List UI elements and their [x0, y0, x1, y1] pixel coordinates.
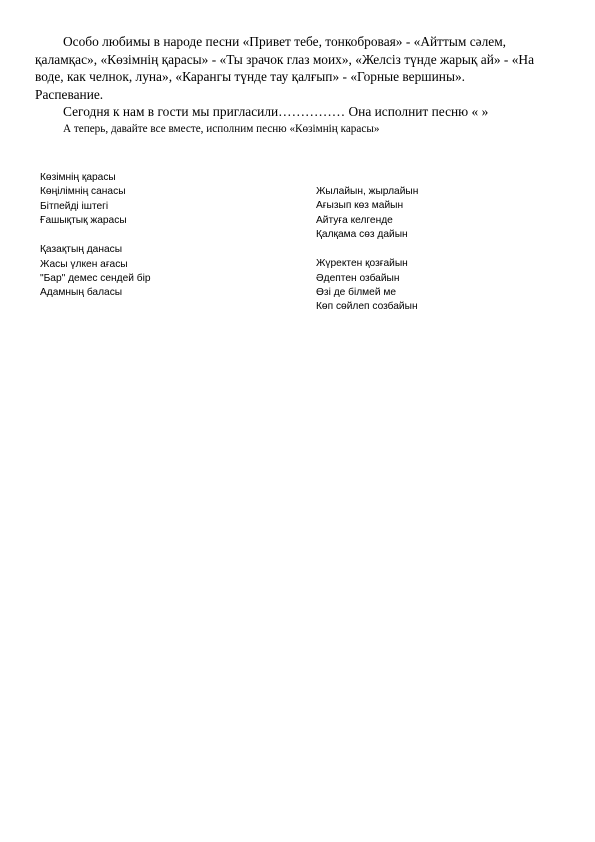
lyric-line: Жылайын, жырлайын: [316, 186, 419, 197]
stanza-gap: [40, 229, 151, 244]
intro-paragraph-warmup: Распевание.: [35, 86, 104, 102]
lyric-line: "Бар" демес сендей бір: [40, 273, 151, 285]
lyric-line: Әдептен озбайын: [316, 272, 400, 284]
intro-text: [35, 33, 555, 121]
lyric-line: Көңілімнің санасы: [40, 186, 126, 198]
lyrics-left-column: [40, 171, 151, 301]
stanza-gap: [316, 243, 418, 258]
lyric-line: Жасы үлкен ағасы: [40, 258, 128, 270]
lyric-line: Қазақтың данасы: [40, 244, 123, 256]
lyric-line: Адамның баласы: [40, 287, 123, 299]
lyric-line: Ғашықтық жарасы: [40, 215, 127, 227]
lyric-line: Жүректен қозғайын: [316, 258, 408, 270]
lyric-line: Өзі де білмей ме: [316, 287, 397, 299]
lyric-line: Бітпейді іштегі: [40, 200, 109, 212]
lyric-line: Қалқама сөз дайын: [316, 229, 408, 241]
lyric-line: Айтуға келгенде: [316, 214, 393, 226]
intro-paragraph-songs: Особо любимы в народе песни «Привет тебе, тонкобровая» - «Айттым сәлем, қаламқас», «Көзімнің қарасы» - «Ты зрачок глаз моих», «Желсіз түнде жарық ай» - «На воде, как челнок, луна», «Карангы түнде тау қалғып» - «Горные вершины».: [35, 34, 535, 84]
intro-paragraph-guest: Сегодня к нам в гости мы пригласили…………… Она исполнит песню « »: [63, 104, 489, 119]
sing-along-invitation: А теперь, давайте все вместе, исполним песню «Көзімнің карасы»: [63, 123, 380, 135]
lyrics-right-column: [316, 185, 418, 315]
song-title: Көзімнің қарасы: [40, 172, 116, 183]
lyric-line: Ағызып көз майын: [316, 200, 404, 212]
lyric-line: Көп сөйлеп созбайын: [316, 301, 418, 313]
